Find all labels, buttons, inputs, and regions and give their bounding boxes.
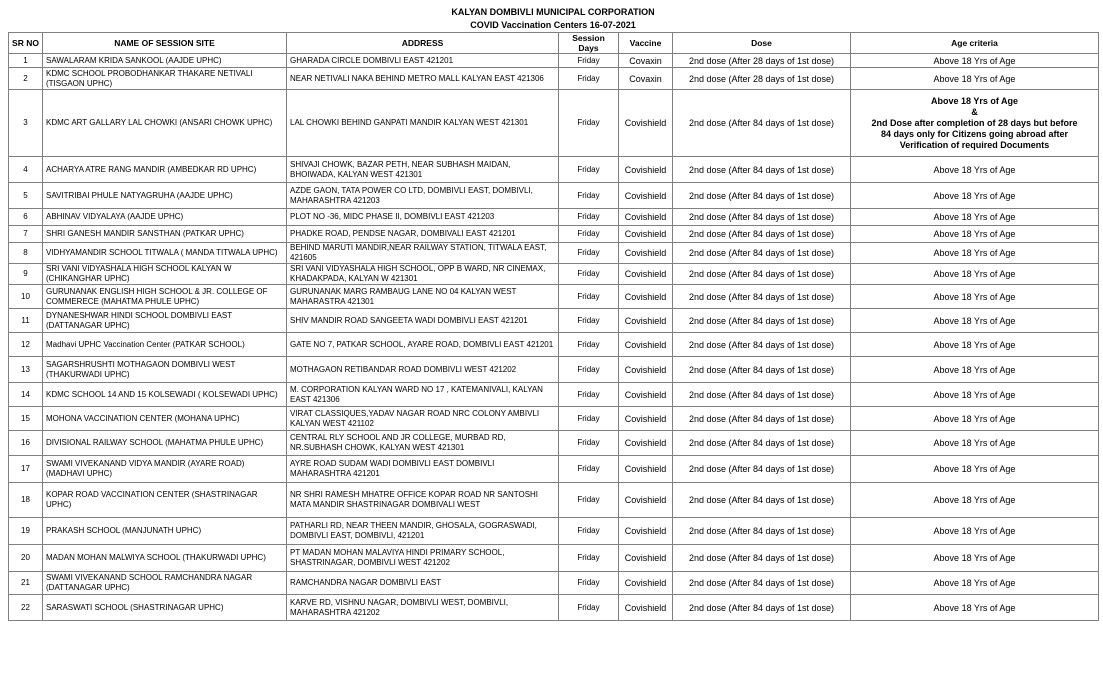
session-site-cell: MOHONA VACCINATION CENTER (MOHANA UPHC) <box>43 407 287 431</box>
table-row <box>9 407 1099 431</box>
age-criteria-cell: Above 18 Yrs of Age <box>851 431 1099 456</box>
session-site-cell: SARASWATI SCHOOL (SHASTRINAGAR UPHC) <box>43 595 287 621</box>
vaccine-cell: Covishield <box>619 209 673 226</box>
address-cell: GATE NO 7, PATKAR SCHOOL, AYARE ROAD, DOMBIVLI EAST 421201 <box>287 333 559 357</box>
age-criteria-cell: Above 18 Yrs of Age <box>851 572 1099 595</box>
sr-no-cell: 17 <box>9 456 43 483</box>
session-site-cell: SRI VANI VIDYASHALA HIGH SCHOOL KALYAN W (CHIKANGHAR UPHC) <box>43 264 287 285</box>
dose-cell: 2nd dose (After 84 days of 1st dose) <box>673 518 851 545</box>
age-criteria-cell: Above 18 Yrs of Age <box>851 383 1099 407</box>
vaccine-cell: Covishield <box>619 90 673 157</box>
address-cell: M. CORPORATION KALYAN WARD NO 17 , KATEMANIVALI, KALYAN EAST 421306 <box>287 383 559 407</box>
session-day-cell: Friday <box>559 209 619 226</box>
session-site-cell: DIVISIONAL RAILWAY SCHOOL (MAHATMA PHULE UPHC) <box>43 431 287 456</box>
table-header-row <box>9 33 1099 54</box>
dose-cell: 2nd dose (After 84 days of 1st dose) <box>673 357 851 383</box>
dose-cell: 2nd dose (After 84 days of 1st dose) <box>673 90 851 157</box>
col-header-age: Age criteria <box>851 33 1099 54</box>
age-criteria-cell: Above 18 Yrs of Age <box>851 226 1099 243</box>
dose-cell: 2nd dose (After 84 days of 1st dose) <box>673 483 851 518</box>
session-day-cell: Friday <box>559 431 619 456</box>
dose-cell: 2nd dose (After 84 days of 1st dose) <box>673 285 851 309</box>
address-cell: NR SHRI RAMESH MHATRE OFFICE KOPAR ROAD NR SANTOSHI MATA MANDIR SHASTRINAGAR DOMBIVALI WEST <box>287 483 559 518</box>
address-cell: PATHARLI RD, NEAR THEEN MANDIR, GHOSALA, GOGRASWADI, DOMBIVLI EAST, DOMBIVLI, 421201 <box>287 518 559 545</box>
sr-no-cell: 11 <box>9 309 43 333</box>
table-row <box>9 264 1099 285</box>
age-criteria-cell: Above 18 Yrs of Age <box>851 595 1099 621</box>
session-site-cell: KDMC ART GALLARY LAL CHOWKI (ANSARI CHOWK UPHC) <box>43 90 287 157</box>
sr-no-cell: 10 <box>9 285 43 309</box>
session-day-cell: Friday <box>559 456 619 483</box>
sr-no-cell: 21 <box>9 572 43 595</box>
address-cell: CENTRAL RLY SCHOOL AND JR COLLEGE, MURBAD RD, NR.SUBHASH CHOWK, KALYAN WEST 421301 <box>287 431 559 456</box>
col-header-dose: Dose <box>673 33 851 54</box>
session-site-cell: Madhavi UPHC Vaccination Center (PATKAR SCHOOL) <box>43 333 287 357</box>
vaccine-cell: Covishield <box>619 226 673 243</box>
address-cell: VIRAT CLASSIQUES,YADAV NAGAR ROAD NRC COLONY AMBIVLI KALYAN WEST 421102 <box>287 407 559 431</box>
age-criteria-cell: Above 18 Yrs of Age <box>851 209 1099 226</box>
vaccine-cell: Covishield <box>619 309 673 333</box>
age-criteria-line: 84 days only for Citizens going abroad after <box>880 128 1069 139</box>
centers-table <box>8 32 1099 621</box>
session-day-cell: Friday <box>559 54 619 68</box>
sheet-header <box>8 6 1098 32</box>
table-row <box>9 456 1099 483</box>
vaccine-cell: Covishield <box>619 157 673 183</box>
sr-no-cell: 1 <box>9 54 43 68</box>
session-site-cell: KDMC SCHOOL 14 AND 15 KOLSEWADI ( KOLSEWADI UPHC) <box>43 383 287 407</box>
dose-cell: 2nd dose (After 84 days of 1st dose) <box>673 226 851 243</box>
address-cell: MOTHAGAON RETIBANDAR ROAD DOMBIVLI WEST 421202 <box>287 357 559 383</box>
age-criteria-cell: Above 18 Yrs of Age <box>851 333 1099 357</box>
vaccine-cell: Covaxin <box>619 68 673 90</box>
table-row <box>9 357 1099 383</box>
age-criteria-line: 2nd Dose after completion of 28 days but before <box>871 117 1078 128</box>
table-row <box>9 383 1099 407</box>
vaccine-cell: Covishield <box>619 183 673 209</box>
dose-cell: 2nd dose (After 84 days of 1st dose) <box>673 407 851 431</box>
dose-cell: 2nd dose (After 84 days of 1st dose) <box>673 243 851 264</box>
sr-no-cell: 19 <box>9 518 43 545</box>
table-row <box>9 90 1099 157</box>
age-criteria-line: & <box>971 106 978 117</box>
table-row <box>9 54 1099 68</box>
vaccine-cell: Covishield <box>619 456 673 483</box>
address-cell: GHARADA CIRCLE DOMBIVLI EAST 421201 <box>287 54 559 68</box>
vaccine-cell: Covaxin <box>619 54 673 68</box>
session-day-cell: Friday <box>559 68 619 90</box>
dose-cell: 2nd dose (After 84 days of 1st dose) <box>673 209 851 226</box>
vaccine-cell: Covishield <box>619 243 673 264</box>
vaccine-cell: Covishield <box>619 407 673 431</box>
session-day-cell: Friday <box>559 518 619 545</box>
address-cell: RAMCHANDRA NAGAR DOMBIVLI EAST <box>287 572 559 595</box>
address-cell: PT MADAN MOHAN MALAVIYA HINDI PRIMARY SCHOOL, SHASTRINAGAR, DOMBIVLI WEST 421202 <box>287 545 559 572</box>
session-site-cell: PRAKASH SCHOOL (MANJUNATH UPHC) <box>43 518 287 545</box>
session-day-cell: Friday <box>559 183 619 209</box>
sr-no-cell: 20 <box>9 545 43 572</box>
vaccine-cell: Covishield <box>619 595 673 621</box>
session-site-cell: KDMC SCHOOL PROBODHANKAR THAKARE NETIVALI (TISGAON UPHC) <box>43 68 287 90</box>
session-day-cell: Friday <box>559 595 619 621</box>
address-cell: SHIVAJI CHOWK, BAZAR PETH, NEAR SUBHASH MAIDAN, BHOIWADA, KALYAN WEST 421301 <box>287 157 559 183</box>
session-site-cell: GURUNANAK ENGLISH HIGH SCHOOL & JR. COLLEGE OF COMMERECE (MAHATMA PHULE UPHC) <box>43 285 287 309</box>
vaccine-cell: Covishield <box>619 285 673 309</box>
vaccine-cell: Covishield <box>619 431 673 456</box>
age-criteria-cell: Above 18 Yrs of Age <box>851 54 1099 68</box>
dose-cell: 2nd dose (After 84 days of 1st dose) <box>673 333 851 357</box>
sr-no-cell: 13 <box>9 357 43 383</box>
address-cell: BEHIND MARUTI MANDIR,NEAR RAILWAY STATION, TITWALA EAST, 421605 <box>287 243 559 264</box>
col-header-site: NAME OF SESSION SITE <box>43 33 287 54</box>
session-site-cell: ABHINAV VIDYALAYA (AAJDE UPHC) <box>43 209 287 226</box>
session-site-cell: KOPAR ROAD VACCINATION CENTER (SHASTRINAGAR UPHC) <box>43 483 287 518</box>
address-cell: SRI VANI VIDYASHALA HIGH SCHOOL, OPP B WARD, NR CINEMAX, KHADAKPADA, KALYAN W 421301 <box>287 264 559 285</box>
table-row <box>9 226 1099 243</box>
age-criteria-cell: Above 18 Yrs of Age <box>851 545 1099 572</box>
session-day-cell: Friday <box>559 333 619 357</box>
address-cell: PLOT NO -36, MIDC PHASE II, DOMBIVLI EAST 421203 <box>287 209 559 226</box>
table-row <box>9 309 1099 333</box>
age-criteria-cell: Above 18 Yrs of Age <box>851 264 1099 285</box>
age-criteria-cell: Above 18 Yrs of Age <box>851 183 1099 209</box>
session-day-cell: Friday <box>559 90 619 157</box>
address-cell: PHADKE ROAD, PENDSE NAGAR, DOMBIVALI EAST 421201 <box>287 226 559 243</box>
org-title: KALYAN DOMBIVLI MUNICIPAL CORPORATION <box>451 7 655 17</box>
vaccine-cell: Covishield <box>619 518 673 545</box>
vaccine-cell: Covishield <box>619 545 673 572</box>
session-day-cell: Friday <box>559 407 619 431</box>
table-row <box>9 209 1099 226</box>
session-day-cell: Friday <box>559 285 619 309</box>
sr-no-cell: 15 <box>9 407 43 431</box>
dose-cell: 2nd dose (After 84 days of 1st dose) <box>673 431 851 456</box>
table-body <box>9 54 1099 621</box>
age-criteria-cell: Above 18 Yrs of Age <box>851 518 1099 545</box>
dose-cell: 2nd dose (After 84 days of 1st dose) <box>673 595 851 621</box>
sr-no-cell: 14 <box>9 383 43 407</box>
session-site-cell: SHRI GANESH MANDIR SANSTHAN (PATKAR UPHC) <box>43 226 287 243</box>
address-cell: LAL CHOWKI BEHIND GANPATI MANDIR KALYAN WEST 421301 <box>287 90 559 157</box>
session-day-cell: Friday <box>559 226 619 243</box>
session-site-cell: DYNANESHWAR HINDI SCHOOL DOMBIVLI EAST (DATTANAGAR UPHC) <box>43 309 287 333</box>
sr-no-cell: 6 <box>9 209 43 226</box>
age-criteria-cell <box>851 90 1099 157</box>
col-header-address: ADDRESS <box>287 33 559 54</box>
dose-cell: 2nd dose (After 84 days of 1st dose) <box>673 456 851 483</box>
address-cell: KARVE RD, VISHNU NAGAR, DOMBIVLI WEST, DOMBIVLI, MAHARASHTRA 421202 <box>287 595 559 621</box>
dose-cell: 2nd dose (After 28 days of 1st dose) <box>673 68 851 90</box>
table-row <box>9 595 1099 621</box>
session-site-cell: MADAN MOHAN MALWIYA SCHOOL (THAKURWADI UPHC) <box>43 545 287 572</box>
table-row <box>9 518 1099 545</box>
table-row <box>9 183 1099 209</box>
table-row <box>9 483 1099 518</box>
address-cell: GURUNANAK MARG RAMBAUG LANE NO 04 KALYAN WEST MAHARASTRA 421301 <box>287 285 559 309</box>
table-row <box>9 243 1099 264</box>
session-site-cell: VIDHYAMANDIR SCHOOL TITWALA ( MANDA TITWALA UPHC) <box>43 243 287 264</box>
dose-cell: 2nd dose (After 84 days of 1st dose) <box>673 183 851 209</box>
sr-no-cell: 22 <box>9 595 43 621</box>
sr-no-cell: 9 <box>9 264 43 285</box>
sheet-subtitle: COVID Vaccination Centers 16-07-2021 <box>470 20 636 30</box>
session-day-cell: Friday <box>559 309 619 333</box>
session-day-cell: Friday <box>559 264 619 285</box>
table-row <box>9 333 1099 357</box>
session-site-cell: SAVITRIBAI PHULE NATYAGRUHA (AAJDE UPHC) <box>43 183 287 209</box>
sr-no-cell: 8 <box>9 243 43 264</box>
sr-no-cell: 3 <box>9 90 43 157</box>
age-criteria-cell: Above 18 Yrs of Age <box>851 68 1099 90</box>
sr-no-cell: 4 <box>9 157 43 183</box>
address-cell: SHIV MANDIR ROAD SANGEETA WADI DOMBIVLI EAST 421201 <box>287 309 559 333</box>
age-criteria-line: Above 18 Yrs of Age <box>930 95 1019 106</box>
dose-cell: 2nd dose (After 84 days of 1st dose) <box>673 545 851 572</box>
session-site-cell: SAWALARAM KRIDA SANKOOL (AAJDE UPHC) <box>43 54 287 68</box>
sr-no-cell: 2 <box>9 68 43 90</box>
table-row <box>9 68 1099 90</box>
vaccine-cell: Covishield <box>619 383 673 407</box>
vaccine-cell: Covishield <box>619 357 673 383</box>
age-criteria-cell: Above 18 Yrs of Age <box>851 243 1099 264</box>
age-criteria-cell: Above 18 Yrs of Age <box>851 456 1099 483</box>
vaccine-cell: Covishield <box>619 333 673 357</box>
table-row <box>9 545 1099 572</box>
address-cell: AYRE ROAD SUDAM WADI DOMBIVLI EAST DOMBIVLI MAHARASHTRA 421201 <box>287 456 559 483</box>
table-row <box>9 572 1099 595</box>
sr-no-cell: 12 <box>9 333 43 357</box>
session-day-cell: Friday <box>559 572 619 595</box>
col-header-vaccine: Vaccine <box>619 33 673 54</box>
dose-cell: 2nd dose (After 84 days of 1st dose) <box>673 572 851 595</box>
session-day-cell: Friday <box>559 483 619 518</box>
session-day-cell: Friday <box>559 157 619 183</box>
table-row <box>9 157 1099 183</box>
age-criteria-cell: Above 18 Yrs of Age <box>851 309 1099 333</box>
session-day-cell: Friday <box>559 357 619 383</box>
address-cell: NEAR NETIVALI NAKA BEHIND METRO MALL KALYAN EAST 421306 <box>287 68 559 90</box>
session-day-cell: Friday <box>559 545 619 572</box>
age-criteria-line: Verification of required Documents <box>899 139 1050 150</box>
col-header-sr: SR NO <box>9 33 43 54</box>
dose-cell: 2nd dose (After 28 days of 1st dose) <box>673 54 851 68</box>
col-header-session-days: Session Days <box>559 33 619 54</box>
age-criteria-cell: Above 18 Yrs of Age <box>851 483 1099 518</box>
dose-cell: 2nd dose (After 84 days of 1st dose) <box>673 383 851 407</box>
session-site-cell: SWAMI VIVEKANAND SCHOOL RAMCHANDRA NAGAR (DATTANAGAR UPHC) <box>43 572 287 595</box>
table-row <box>9 285 1099 309</box>
address-cell: AZDE GAON, TATA POWER CO LTD, DOMBIVLI EAST, DOMBIVLI, MAHARASHTRA 421203 <box>287 183 559 209</box>
session-day-cell: Friday <box>559 383 619 407</box>
session-site-cell: SWAMI VIVEKANAND VIDYA MANDIR (AYARE ROAD) (MADHAVI UPHC) <box>43 456 287 483</box>
vaccine-cell: Covishield <box>619 572 673 595</box>
dose-cell: 2nd dose (After 84 days of 1st dose) <box>673 264 851 285</box>
sr-no-cell: 16 <box>9 431 43 456</box>
sr-no-cell: 18 <box>9 483 43 518</box>
sr-no-cell: 7 <box>9 226 43 243</box>
session-day-cell: Friday <box>559 243 619 264</box>
session-site-cell: SAGARSHRUSHTI MOTHAGAON DOMBIVLI WEST (THAKURWADI UPHC) <box>43 357 287 383</box>
table-row <box>9 431 1099 456</box>
age-criteria-cell: Above 18 Yrs of Age <box>851 157 1099 183</box>
dose-cell: 2nd dose (After 84 days of 1st dose) <box>673 309 851 333</box>
session-site-cell: ACHARYA ATRE RANG MANDIR (AMBEDKAR RD UPHC) <box>43 157 287 183</box>
age-criteria-cell: Above 18 Yrs of Age <box>851 285 1099 309</box>
age-criteria-cell: Above 18 Yrs of Age <box>851 357 1099 383</box>
vaccine-cell: Covishield <box>619 264 673 285</box>
sr-no-cell: 5 <box>9 183 43 209</box>
age-criteria-cell: Above 18 Yrs of Age <box>851 407 1099 431</box>
vaccine-cell: Covishield <box>619 483 673 518</box>
dose-cell: 2nd dose (After 84 days of 1st dose) <box>673 157 851 183</box>
